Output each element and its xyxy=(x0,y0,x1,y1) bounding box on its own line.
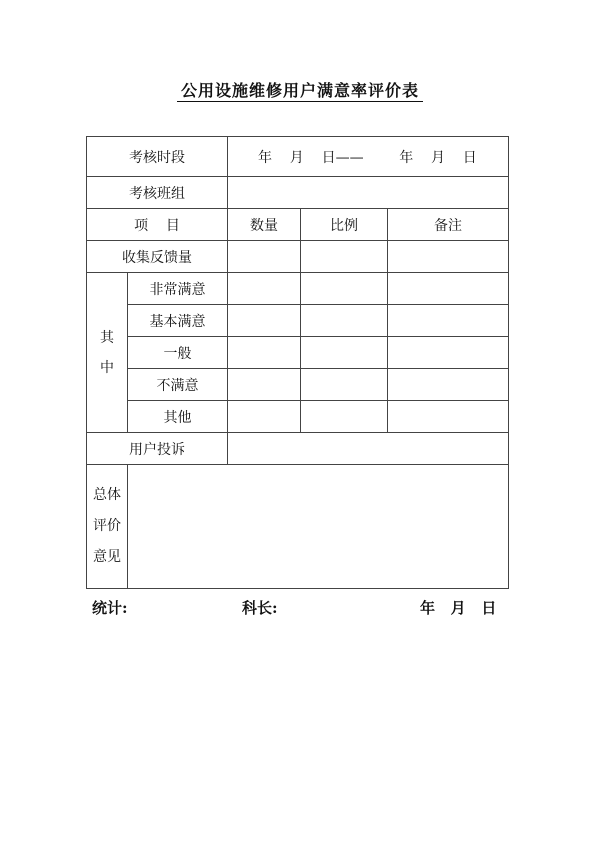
overall-opinion-cell[interactable] xyxy=(128,465,509,589)
evaluation-table xyxy=(86,136,509,589)
very-satisfied-ratio-cell[interactable] xyxy=(301,273,388,305)
not-satisfied-ratio-cell[interactable] xyxy=(301,369,388,401)
form-title-text: 公用设施维修用户满意率评价表 xyxy=(177,81,423,102)
average-row xyxy=(87,337,509,369)
sub-other: 其他 xyxy=(128,401,228,433)
not-satisfied-quantity-cell[interactable] xyxy=(228,369,301,401)
sub-average: 一般 xyxy=(128,337,228,369)
feedback-label: 收集反馈量 xyxy=(87,241,228,273)
overall-line-2: 评价 xyxy=(93,518,121,534)
feedback-note-cell[interactable] xyxy=(388,241,509,273)
overall-row xyxy=(87,465,509,589)
feedback-row xyxy=(87,241,509,273)
form-title xyxy=(0,78,600,101)
statistics-label: 统计: xyxy=(92,599,128,617)
header-quantity: 数量 xyxy=(228,209,301,241)
average-note-cell[interactable] xyxy=(388,337,509,369)
of-which-line-1: 其 xyxy=(100,329,114,346)
average-quantity-cell[interactable] xyxy=(228,337,301,369)
header-row xyxy=(87,209,509,241)
of-which-label xyxy=(87,273,128,433)
overall-line-3: 意见 xyxy=(93,549,121,565)
header-note: 备注 xyxy=(388,209,509,241)
feedback-quantity-cell[interactable] xyxy=(228,241,301,273)
other-note-cell[interactable] xyxy=(388,401,509,433)
average-ratio-cell[interactable] xyxy=(301,337,388,369)
period-label: 考核时段 xyxy=(87,137,228,177)
feedback-ratio-cell[interactable] xyxy=(301,241,388,273)
overall-label xyxy=(87,465,128,589)
sub-basic-satisfied: 基本满意 xyxy=(128,305,228,337)
complaint-row xyxy=(87,433,509,465)
period-row xyxy=(87,137,509,177)
signature-footer xyxy=(90,597,500,619)
complaint-label: 用户投诉 xyxy=(87,433,228,465)
not-satisfied-row xyxy=(87,369,509,401)
very-satisfied-note-cell[interactable] xyxy=(388,273,509,305)
team-value-cell[interactable] xyxy=(228,177,509,209)
not-satisfied-note-cell[interactable] xyxy=(388,369,509,401)
very-satisfied-row xyxy=(87,273,509,305)
other-ratio-cell[interactable] xyxy=(301,401,388,433)
period-value-cell[interactable] xyxy=(228,137,509,177)
header-ratio: 比例 xyxy=(301,209,388,241)
basic-satisfied-row xyxy=(87,305,509,337)
footer-date: 年 月 日 xyxy=(420,599,497,617)
other-quantity-cell[interactable] xyxy=(228,401,301,433)
team-label: 考核班组 xyxy=(87,177,228,209)
basic-satisfied-quantity-cell[interactable] xyxy=(228,305,301,337)
of-which-line-2: 中 xyxy=(100,359,114,376)
period-value: 年 月 日—— 年 月 日 xyxy=(258,149,477,166)
complaint-value-cell[interactable] xyxy=(228,433,509,465)
other-row xyxy=(87,401,509,433)
very-satisfied-quantity-cell[interactable] xyxy=(228,273,301,305)
sub-very-satisfied: 非常满意 xyxy=(128,273,228,305)
basic-satisfied-ratio-cell[interactable] xyxy=(301,305,388,337)
basic-satisfied-note-cell[interactable] xyxy=(388,305,509,337)
sub-not-satisfied: 不满意 xyxy=(128,369,228,401)
section-chief-label: 科长: xyxy=(242,599,278,617)
header-item: 项 目 xyxy=(87,209,228,241)
team-row xyxy=(87,177,509,209)
overall-line-1: 总体 xyxy=(93,487,121,503)
